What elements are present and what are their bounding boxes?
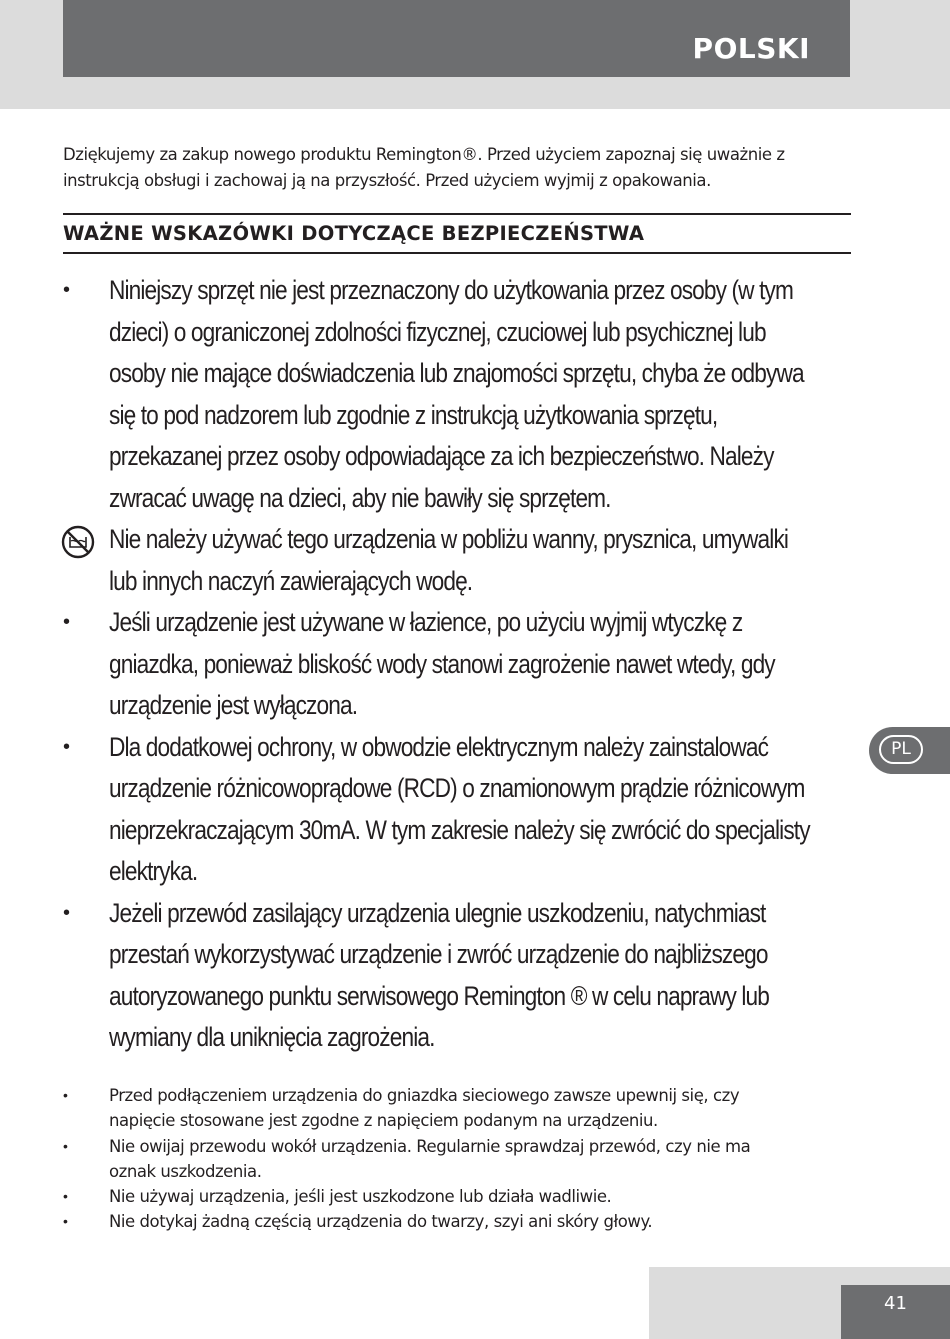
intro-line: Dziękujemy za zakup nowego produktu Remington®. Przed użyciem zapoznaj się uważnie z — [63, 145, 785, 164]
list-item-line: gniazdka, ponieważ bliskość wody stanowi zagrożenie nawet wtedy, gdy — [109, 648, 775, 679]
list-item — [63, 1209, 863, 1234]
language-header-bar — [63, 0, 850, 77]
language-title: POLSKI — [692, 32, 810, 65]
list-item-line: Nie dotykaj żadną częścią urządzenia do twarzy, szyi ani skóry głowy. — [109, 1212, 653, 1232]
list-item-line: Dla dodatkowej ochrony, w obwodzie elektrycznym należy zainstalować — [109, 731, 769, 762]
list-item — [63, 602, 863, 727]
bullet: • — [63, 1213, 68, 1230]
list-item-line: Nie należy używać tego urządzenia w pobliżu wanny, prysznica, umywalki — [109, 524, 789, 554]
no-water-warning-icon — [61, 525, 95, 559]
list-item-line: urządzenie różnicowoprądowe (RCD) o znamionowym prądzie różnicowym — [109, 773, 805, 803]
section-heading: WAŻNE WSKAZÓWKI DOTYCZĄCE BEZPIECZEŃSTWA — [63, 222, 645, 245]
list-item-line: Nie używaj urządzenia, jeśli jest uszkodzone lub działa wadliwie. — [109, 1187, 612, 1207]
list-item-line: Nie owijaj przewodu wokół urządzenia. Regularnie sprawdzaj przewód, czy nie ma — [109, 1136, 751, 1156]
list-item-line: wymiany dla uniknięcia zagrożenia. — [109, 1022, 435, 1052]
bullet: • — [63, 1137, 68, 1154]
list-item — [63, 893, 863, 1059]
list-item-line: osoby nie mające doświadczenia lub znajomości sprzętu, chyba że odbywa — [109, 358, 804, 388]
bullet: • — [63, 735, 71, 758]
list-item — [63, 270, 863, 519]
list-item — [63, 1083, 863, 1134]
list-item-line: Niniejszy sprzęt nie jest przeznaczony do użytkowania przez osoby (w tym — [109, 275, 793, 305]
section-bottom-rule — [63, 252, 851, 254]
list-item-line: Jeżeli przewód zasilający urządzenia ulegnie uszkodzeniu, natychmiast — [109, 897, 766, 928]
list-item-line: napięcie stosowane jest zgodne z napięciem podanym na urządzeniu. — [109, 1111, 658, 1131]
list-item-line: autoryzowanego punktu serwisowego Remington ® w celu naprawy lub — [109, 980, 769, 1011]
list-item-line: przestań wykorzystywać urządzenie i zwróć urządzenie do najbliższego — [109, 939, 768, 969]
list-item-line: Przed podłączeniem urządzenia do gniazdka sieciowego zawsze upewnij się, czy — [109, 1086, 740, 1105]
bullet: • — [63, 611, 71, 633]
list-item-line: elektryka. — [109, 856, 198, 886]
bullet: • — [63, 1188, 68, 1205]
list-item-line: się to pod nadzorem lub zgodnie z instrukcją użytkowania sprzętu, — [109, 399, 718, 430]
list-item-line: nieprzekraczającym 30mA. W tym zakresie należy się zwrócić do specjalisty — [109, 814, 810, 845]
safety-list-large — [63, 270, 863, 1059]
list-item-line: Jeśli urządzenie jest używane w łazience, po użyciu wyjmij wtyczkę z — [109, 607, 743, 637]
list-item-line: oznak uszkodzenia. — [109, 1161, 262, 1181]
list-item — [63, 1134, 863, 1185]
safety-list-small — [63, 1083, 863, 1235]
language-side-tab — [869, 727, 950, 774]
intro-paragraph — [63, 142, 853, 194]
list-item-line: lub innych naczyń zawierających wodę. — [109, 565, 473, 596]
list-item-line: dzieci) o ograniczonej zdolności fizycznej, czuciowej lub psychicznej lub — [109, 316, 766, 347]
section-top-rule — [63, 213, 851, 215]
bullet: • — [63, 279, 71, 301]
page-number: 41 — [841, 1285, 950, 1339]
list-item-line: urządzenie jest wyłączona. — [109, 690, 358, 720]
list-item-line: przekazanej przez osoby odpowiadające za ich bezpieczeństwo. Należy — [109, 441, 774, 471]
list-item — [63, 519, 863, 602]
list-item — [63, 1184, 863, 1209]
intro-line: instrukcją obsługi i zachowaj ją na przyszłość. Przed użyciem wyjmij z opakowania. — [63, 171, 711, 190]
bullet: • — [63, 1087, 68, 1103]
list-item — [63, 727, 863, 893]
list-item-line: zwracać uwagę na dzieci, aby nie bawiły się sprzętem. — [109, 482, 611, 513]
bullet: • — [63, 901, 71, 924]
language-code-badge: PL — [879, 735, 923, 764]
